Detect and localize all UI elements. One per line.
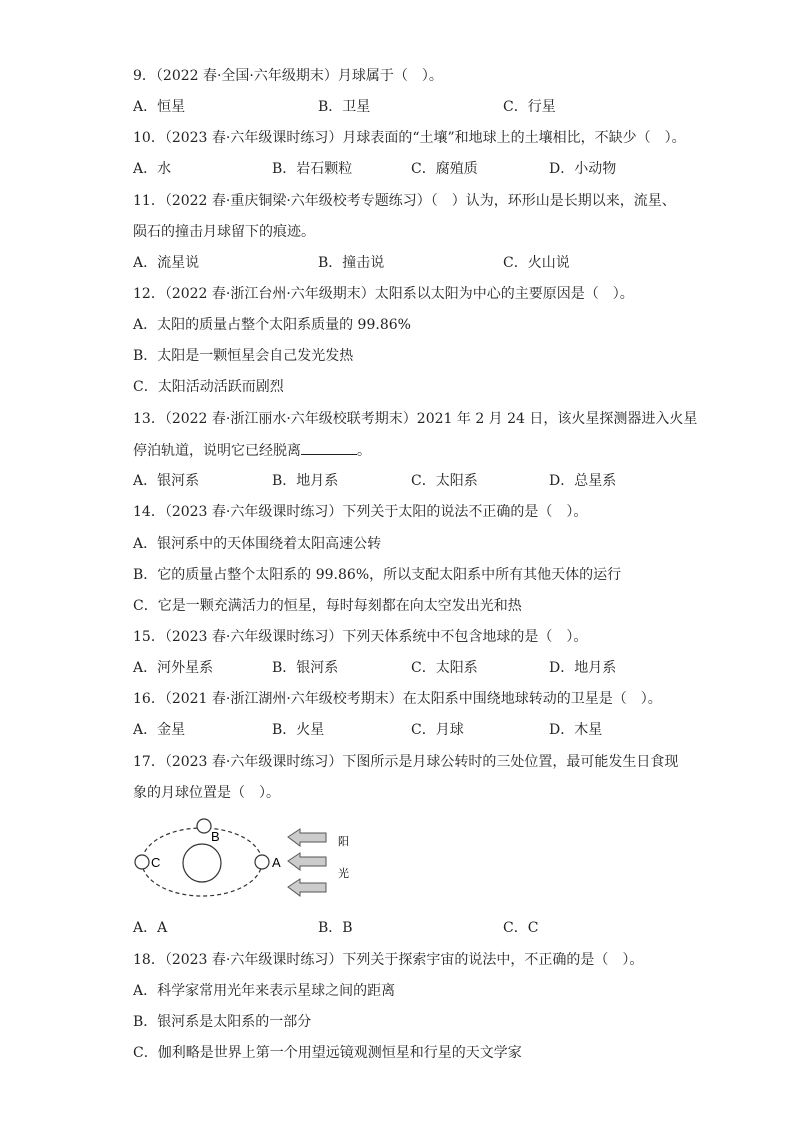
answer-blank bbox=[301, 440, 357, 455]
q9-option-b: B．卫星 bbox=[318, 99, 371, 115]
sunlight-arrow-1 bbox=[288, 829, 326, 846]
q18-option-a: A．科学家常用光年来表示星球之间的距离 bbox=[133, 983, 396, 999]
question-14-stem: 14．（2023 春·六年级课时练习）下列关于太阳的说法不正确的是（ ）。 bbox=[133, 504, 588, 520]
sunlight-arrow-2 bbox=[288, 853, 326, 870]
q10-option-d: D．小动物 bbox=[549, 161, 617, 177]
question-11-stem-line2: 陨石的撞击月球留下的痕迹。 bbox=[133, 224, 315, 240]
q18-option-b: B．银河系是太阳系的一部分 bbox=[133, 1014, 312, 1030]
question-13-stem-line1: 13．（2022 春·浙江丽水·六年级校联考期末）2021 年 2 月 24 日，该火星探测器进入火星 bbox=[133, 411, 698, 427]
sunlight-arrow-3 bbox=[288, 879, 326, 896]
q11-option-a: A．流星说 bbox=[133, 255, 200, 271]
q12-option-b: B．太阳是一颗恒星会自己发光发热 bbox=[133, 348, 354, 364]
q13-option-a: A．银河系 bbox=[133, 473, 200, 489]
q18-option-c: C．伽利略是世界上第一个用望远镜观测恒星和行星的天文学家 bbox=[133, 1045, 522, 1061]
question-10-stem: 10．（2023 春·六年级课时练习）月球表面的“土壤”和地球上的土壤相比，不缺少（ ）。 bbox=[133, 130, 686, 146]
q16-option-c: C．月球 bbox=[411, 722, 464, 738]
q11-option-b: B．撞击说 bbox=[318, 255, 385, 271]
moon-position-a bbox=[255, 855, 269, 869]
q16-option-d: D．木星 bbox=[549, 722, 603, 738]
q15-option-b: B．银河系 bbox=[272, 660, 339, 676]
label-c: C bbox=[151, 855, 161, 870]
q14-option-c: C．它是一颗充满活力的恒星，每时每刻都在向太空发出光和热 bbox=[133, 598, 522, 614]
q15-option-d: D．地月系 bbox=[549, 660, 617, 676]
moon-orbit-diagram bbox=[130, 815, 370, 905]
q13-option-b: B．地月系 bbox=[272, 473, 339, 489]
question-9-stem: 9．（2022 春·全国·六年级期末）月球属于（ ）。 bbox=[133, 68, 443, 84]
question-15-stem: 15．（2023 春·六年级课时练习）下列天体系统中不包含地球的是（ ）。 bbox=[133, 629, 588, 645]
question-17-stem-line1: 17．（2023 春·六年级课时练习）下图所示是月球公转时的三处位置，最可能发生日食现 bbox=[133, 754, 679, 770]
q13-option-c: C．太阳系 bbox=[411, 473, 478, 489]
q14-option-a: A．银河系中的天体围绕着太阳高速公转 bbox=[133, 536, 382, 552]
q14-option-b: B．它的质量占整个太阳系的 99.86%，所以支配太阳系中所有其他天体的运行 bbox=[133, 567, 622, 583]
moon-position-b bbox=[197, 819, 211, 833]
question-18-stem: 18．（2023 春·六年级课时练习）下列关于探索宇宙的说法中，不正确的是（ ）。 bbox=[133, 952, 644, 968]
question-17-stem-line2: 象的月球位置是（ ）。 bbox=[133, 785, 280, 801]
sunlight-char-2: 光 bbox=[338, 867, 349, 880]
q13-stem-end: 。 bbox=[357, 443, 371, 459]
q11-option-c: C．火山说 bbox=[503, 255, 570, 271]
q12-option-a: A．太阳的质量占整个太阳系质量的 99.86% bbox=[133, 317, 411, 333]
q9-option-c: C．行星 bbox=[503, 99, 556, 115]
q10-option-b: B．岩石颗粒 bbox=[272, 161, 353, 177]
q10-option-a: A．水 bbox=[133, 161, 172, 177]
q17-option-c: C．C bbox=[503, 920, 539, 936]
question-13-stem-line2 bbox=[133, 440, 371, 461]
sunlight-char-1: 阳 bbox=[338, 835, 349, 848]
q12-option-c: C．太阳活动活跃而剧烈 bbox=[133, 379, 284, 395]
moon-position-c bbox=[135, 855, 149, 869]
question-11-stem-line1: 11．（2022 春·重庆铜梁·六年级校考专题练习）（ ）认为，环形山是长期以来，流星、 bbox=[133, 193, 676, 209]
q16-option-b: B．火星 bbox=[272, 722, 325, 738]
q10-option-c: C．腐殖质 bbox=[411, 161, 478, 177]
q17-option-a: A．A bbox=[133, 920, 168, 936]
q16-option-a: A．金星 bbox=[133, 722, 186, 738]
question-16-stem: 16．（2021 春·浙江湖州·六年级校考期末）在太阳系中围绕地球转动的卫星是（ ）。 bbox=[133, 691, 662, 707]
q15-option-a: A．河外星系 bbox=[133, 660, 214, 676]
question-12-stem: 12．（2022 春·浙江台州·六年级期末）太阳系以太阳为中心的主要原因是（ ）。 bbox=[133, 286, 634, 302]
q9-option-a: A．恒星 bbox=[133, 99, 186, 115]
q13-option-d: D．总星系 bbox=[549, 473, 617, 489]
q17-option-b: B．B bbox=[318, 920, 353, 936]
label-a: A bbox=[272, 855, 281, 870]
label-b: B bbox=[211, 829, 220, 844]
q13-stem-text: 停泊轨道，说明它已经脱离 bbox=[133, 443, 301, 459]
earth-circle bbox=[183, 844, 221, 882]
q15-option-c: C．太阳系 bbox=[411, 660, 478, 676]
